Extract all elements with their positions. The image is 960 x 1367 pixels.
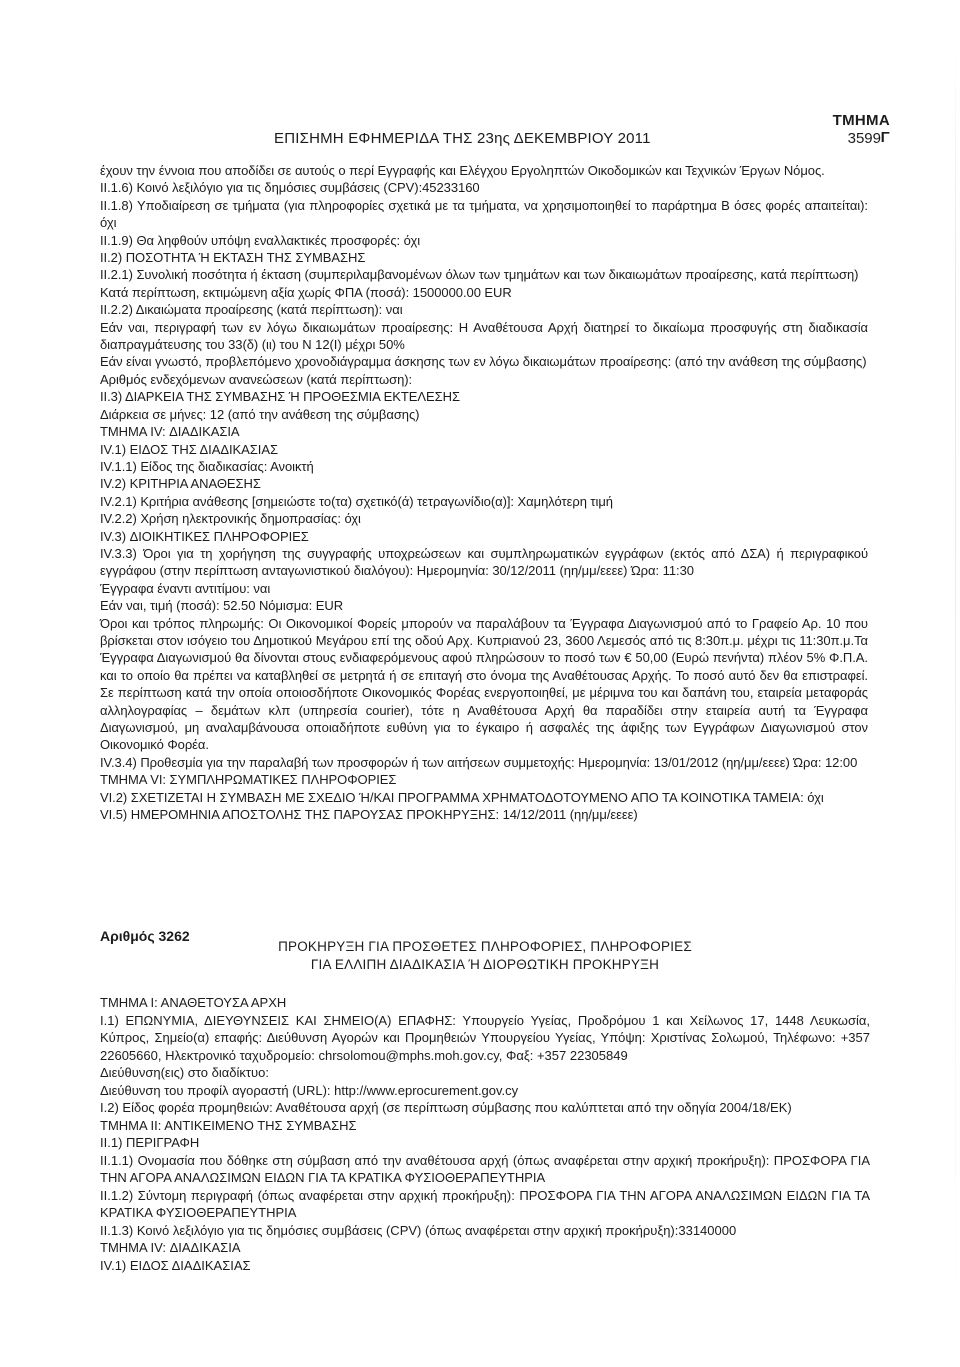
paragraph: IV.3.3) Όροι για τη χορήγηση της συγγραφής υποχρεώσεων και συμπληρωματικών εγγράφων (εκτός από ΔΣΑ) ή περιγραφικού εγγράφου (στην περίπτωση ανταγωνιστικού διαλόγου): Ημερομηνία: 30/12/2011 (ηη/μμ/εεεε) Ώρα: 11:30: [100, 545, 868, 579]
notice-title-line: ΓΙΑ ΕΛΛΙΠΗ ΔΙΑΔΙΚΑΣΙΑ Ή ΔΙΟΡΘΩΤΙΚΗ ΠΡΟΚΗΡΥΞΗ: [310, 957, 660, 972]
section-heading: ΤΜΗΜΑ Ι: ΑΝΑΘΕΤΟΥΣΑ ΑΡΧΗ: [100, 995, 287, 1010]
paragraph: Εάν είναι γνωστό, προβλεπόμενο χρονοδιάγραμμα άσκησης των εν λόγω δικαιωμάτων προαίρεσης: (από την ανάθεση της σύμβασης): [100, 354, 867, 370]
paragraph: ΙΙ.1.2) Σύντομη περιγραφή (όπως αναφέρεται στην αρχική προκήρυξη): ΠΡΟΣΦΟΡΑ ΓΙΑ ΤΗΝ ΑΓΟΡΑ ΑΝΑΛΩΣΙΜΩΝ ΕΙΔΩΝ ΓΙΑ ΤΑ ΚΡΑΤΙΚΑ ΦΥΣΙΟΘΕΡΑΠΕΥΤΗΡΙΑ: [100, 1187, 870, 1220]
paragraph: Έγγραφα έναντι αντιτίμου: ναι: [100, 580, 271, 596]
paragraph: ΙΙ.1.9) Θα ληφθούν υπόψη εναλλακτικές προσφορές: όχι: [100, 232, 421, 248]
section-mark: ΤΜΗΜΑ Γ: [832, 112, 890, 146]
paragraph: VI.5) ΗΜΕΡΟΜΗΝΙΑ ΑΠΟΣΤΟΛΗΣ ΤΗΣ ΠΑΡΟΥΣΑΣ ΠΡΟΚΗΡΥΞΗΣ: 14/12/2011 (ηη/μμ/εεεε): [100, 807, 638, 823]
paragraph: Αριθμός ενδεχόμενων ανανεώσεων (κατά περίπτωση):: [100, 371, 413, 387]
notice-title-line: ΠΡΟΚΗΡΥΞΗ ΓΙΑ ΠΡΟΣΘΕΤΕΣ ΠΛΗΡΟΦΟΡΙΕΣ, ΠΛΗΡΟΦΟΡΙΕΣ: [278, 939, 692, 954]
paragraph: Όροι και τρόπος πληρωμής: Οι Οικονομικοί Φορείς μπορούν να παραλάβουν τα Έγγραφα Διαγωνισμού από το Γραφείο Αρ. 10 που βρίσκεται στον ισόγειο του Δημοτικού Μεγάρου επί της οδού Αρχ. Κυπριανού 23, 3600 Λεμεσός από τις 8:30π.μ. μέχρι τις 11:30π.μ.Τα Έγγραφα Διαγωνισμού θα δίνονται στους ενδιαφερόμενους αφού πληρώσουν το ποσό των € 50,00 (Ευρώ πενήντα) πλέον 5% Φ.Π.Α. και το οποίο θα πρέπει να καταβληθεί σε μετρητά ή σε επιταγή στο όνομα της Αναθέτουσας Αρχής. Το ποσό αυτό δεν θα επιστραφεί. Σε περίπτωση κατά την οποία οποιοσδήποτε Οικονομικός Φορέας ενεργοποιηθεί, με μέριμνα του και δαπάνη του, εταιρεία μεταφοράς αλληλογραφίας – δεμάτων κλπ (υπηρεσία courier), τότε η Αναθέτουσα Αρχή θα παραδίδει στην εταιρεία αυτή τα Έγγραφα Διαγωνισμού, μη αναλαμβάνουσα οποιαδήποτε ευθύνη για το έγκαιρο ή ασφαλές της άφιξης των Εγγράφων Διαγωνισμού στον Οικονομικό Φορέα.: [100, 615, 868, 753]
paragraph: Εάν ναι, τιμή (ποσά): 52.50 Νόμισμα: EUR: [100, 598, 344, 614]
paragraph: ΙΙ.2.2) Δικαιώματα προαίρεσης (κατά περίπτωση): ναι: [100, 302, 403, 318]
paragraph: Διεύθυνση του προφίλ αγοραστή (URL): http://www.eprocurement.gov.cy: [100, 1082, 519, 1098]
gazette-title: ΕΠΙΣΗΜΗ ΕΦΗΜΕΡΙΔΑ ΤΗΣ 23ης ΔΕΚΕΜΒΡΙΟΥ 2011: [274, 130, 651, 147]
paragraph: ΙΙ.1) ΠΕΡΙΓΡΑΦΗ: [100, 1135, 200, 1150]
paragraph: Ι.2) Είδος φορέα προμηθειών: Αναθέτουσα αρχή (σε περίπτωση σύμβασης που καλύπτεται από την οδηγία 2004/18/ΕΚ): [100, 1100, 792, 1115]
first-notice-body: [100, 162, 868, 823]
paragraph: Διάρκεια σε μήνες: 12 (από την ανάθεση της σύμβασης): [100, 406, 420, 422]
section-heading: ΤΜΗΜΑ IV: ΔΙΑΔΙΚΑΣΙΑ: [100, 1240, 241, 1255]
paragraph: ΙΙ.1.8) Υποδιαίρεση σε τμήματα (για πληροφορίες σχετικά με τα τμήματα, να χρησιμοποιηθεί το παράρτημα Β όσες φορές απαιτείται): όχι: [100, 197, 868, 231]
paragraph: IV.3) ΔΙΟΙΚΗΤΙΚΕΣ ΠΛΗΡΟΦΟΡΙΕΣ: [100, 528, 309, 544]
page-header: [0, 130, 960, 150]
paragraph: IV.2.2) Χρήση ηλεκτρονικής δημοπρασίας: όχι: [100, 511, 361, 527]
paragraph: ΙΙ.1.1) Ονομασία που δόθηκε στη σύμβαση από την αναθέτουσα αρχή (όπως αναφέρεται στην αρχική προκήρυξη): ΠΡΟΣΦΟΡΑ ΓΙΑ ΤΗΝ ΑΓΟΡΑ ΑΝΑΛΩΣΙΜΩΝ ΕΙΔΩΝ ΓΙΑ ΤΑ ΚΡΑΤΙΚΑ ΦΥΣΙΟΘΕΡΑΠΕΥΤΗΡΙΑ: [100, 1152, 870, 1185]
notice-number: Αριθμός 3262: [100, 928, 190, 944]
paragraph: έχουν την έννοια που αποδίδει σε αυτούς ο περί Εγγραφής και Ελέγχου Εργοληπτών Οικοδομικών και Τεχνικών Έργων Νόμος.: [100, 163, 825, 178]
paragraph: IV.2.1) Κριτήρια ανάθεσης [σημειώστε το(τα) σχετικό(ά) τετραγωνίδιο(α)]: Χαμηλότερη τιμή: [100, 493, 613, 509]
page-number: 3599: [847, 130, 881, 147]
paragraph: Ι.1) ΕΠΩΝΥΜΙΑ, ΔΙΕΥΘΥΝΣΕΙΣ ΚΑΙ ΣΗΜΕΙΟ(Α) ΕΠΑΦΗΣ: Υπουργείο Υγείας, Προδρόμου 1 και Χείλωνος 17, 1448 Λευκωσία, Κύπρος, Σημείο(α) επαφής: Διεύθυνση Αγορών και Προμηθειών Υπουργείου Υγείας, Υπόψη: Χριστίνας Σολωμού, Τηλέφωνο: +357 22605660, Ηλεκτρονικό ταχυδρομείο: chrsolomou@mphs.moh.gov.cy, Φαξ: +357 22305849: [100, 1012, 870, 1063]
paragraph: ΙΙ.1.3) Κοινό λεξιλόγιο για τις δημόσιες συμβάσεις (CPV) (όπως αναφέρεται στην αρχική προκήρυξη):33140000: [100, 1222, 737, 1238]
notice-title: [100, 938, 870, 974]
section-heading: ΤΜΗΜΑ IV: ΔΙΑΔΙΚΑΣΙΑ: [100, 424, 240, 440]
second-notice-heading: [100, 925, 870, 981]
paragraph: ΙΙ.3) ΔΙΑΡΚΕΙΑ ΤΗΣ ΣΥΜΒΑΣΗΣ Ή ΠΡΟΘΕΣΜΙΑ ΕΚΤΕΛΕΣΗΣ: [100, 389, 460, 405]
paragraph: ΙΙ.1.6) Κοινό λεξιλόγιο για τις δημόσιες συμβάσεις (CPV):45233160: [100, 180, 480, 196]
paragraph: Εάν ναι, περιγραφή των εν λόγω δικαιωμάτων προαίρεσης: Η Αναθέτουσα Αρχή διατηρεί το δικαίωμα προσφυγής στη διαδικασία διαπραγμάτευσης του 33(δ) (ιι) του Ν 12(Ι) μέχρι 50%: [100, 319, 868, 353]
paragraph: IV.3.4) Προθεσμία για την παραλαβή των προσφορών ή των αιτήσεων συμμετοχής: Ημερομηνία: 13/01/2012 (ηη/μμ/εεεε) Ώρα: 12:00: [100, 754, 858, 770]
paragraph: ΙΙ.2.1) Συνολική ποσότητα ή έκταση (συμπεριλαμβανομένων όλων των τμημάτων και των δικαιωμάτων προαίρεσης, κατά περίπτωση): [100, 267, 859, 283]
paragraph: IV.1) ΕΙΔΟΣ ΔΙΑΔΙΚΑΣΙΑΣ: [100, 1257, 251, 1273]
paragraph: VI.2) ΣΧΕΤΙΖΕΤΑΙ Η ΣΥΜΒΑΣΗ ΜΕ ΣΧΕΔΙΟ Ή/ΚΑΙ ΠΡΟΓΡΑΜΜΑ ΧΡΗΜΑΤΟΔΟΤΟΥΜΕΝΟ ΑΠΟ ΤΑ ΚΟΙΝΟΤΙΚΑ ΤΑΜΕΙΑ: όχι: [100, 789, 824, 805]
paragraph: IV.2) ΚΡΙΤΗΡΙΑ ΑΝΑΘΕΣΗΣ: [100, 476, 261, 492]
paragraph: Διεύθυνση(εις) στο διαδίκτυο:: [100, 1065, 269, 1080]
section-heading: ΤΜΗΜΑ ΙΙ: ΑΝΤΙΚΕΙΜΕΝΟ ΤΗΣ ΣΥΜΒΑΣΗΣ: [100, 1117, 357, 1133]
paragraph: Κατά περίπτωση, εκτιμώμενη αξία χωρίς ΦΠΑ (ποσά): 1500000.00 EUR: [100, 284, 512, 300]
scan-edge-shadow: [955, 40, 956, 1340]
section-heading: ΤΜΗΜΑ VI: ΣΥΜΠΛΗΡΩΜΑΤΙΚΕΣ ΠΛΗΡΟΦΟΡΙΕΣ: [100, 772, 397, 788]
paragraph: ΙΙ.2) ΠΟΣΟΤΗΤΑ Ή ΕΚΤΑΣΗ ΤΗΣ ΣΥΜΒΑΣΗΣ: [100, 250, 366, 266]
paragraph: IV.1.1) Είδος της διαδικασίας: Ανοικτή: [100, 458, 314, 474]
second-notice-body: [100, 994, 870, 1274]
paragraph: IV.1) ΕΙΔΟΣ ΤΗΣ ΔΙΑΔΙΚΑΣΙΑΣ: [100, 441, 278, 457]
